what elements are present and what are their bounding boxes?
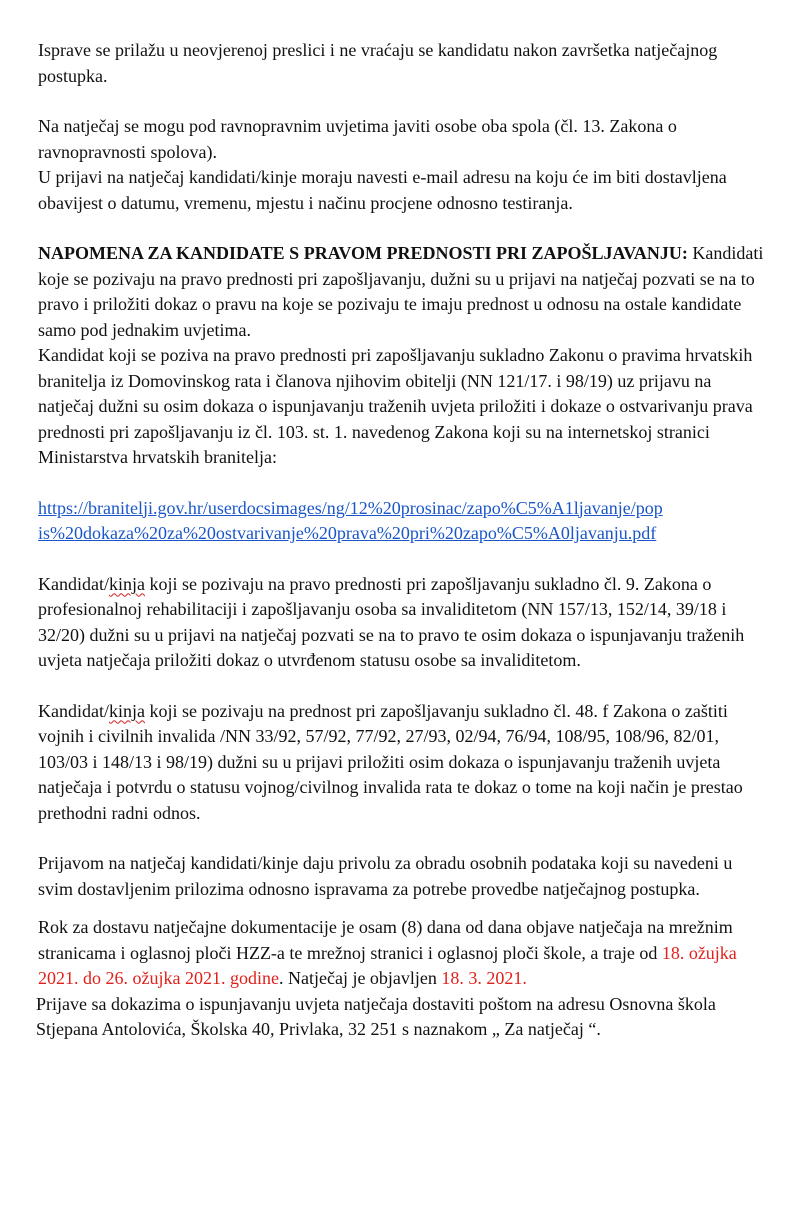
paragraph-disability-priority	[38, 572, 766, 674]
invalid-text-rest: koji se pozivaju na prednost pri zapošljavanju sukladno čl. 48. f Zakona o zaštiti vojnih i civilnih invalida /NN 33/92, 57/92, 77/92, 27/93, 02/94, 76/94, 108/95, 108/96, 82/01, 103/03 i 148/13 i 98/19) dužni su u prijavi priložiti osim dokaza o ispunjavanju traženih uvjeta natječaja i potvrdu o statusu vojnog/civilnog invalida rata te dokaz o tome na koji način je prestao prethodni radni odnos.	[38, 700, 743, 823]
ministry-link-line-2[interactable]: is%20dokaza%20za%20ostvarivanje%20prava%20pri%20zapo%C5%A0ljavanju.pdf	[38, 523, 657, 543]
paragraph-veterans-priority: Kandidat koji se poziva na pravo prednosti pri zapošljavanju sukladno Zakonu o pravima hrvatskih branitelja iz Domovinskog rata i članova njihovim obitelji (NN 121/17. i 98/19) uz prijavu na natječaj dužni su osim dokaza o ispunjavanju traženih uvjeta priložiti i dokaze o ostvarivanju prava prednosti pri zapošljavanju iz čl. 103. st. 1. navedenog Zakona koji su na internetskoj stranici Ministarstva hrvatskih branitelja:	[38, 345, 753, 467]
invalid-text-start: Kandidat/	[38, 700, 109, 721]
paragraph-priority-note	[38, 241, 766, 343]
spellcheck-word: kinja	[108, 573, 145, 594]
paragraph-email-requirement: U prijavi na natječaj kandidati/kinje moraju navesti e-mail adresu na koju će im biti dostavljena obavijest o datumu, vremenu, mjestu i načinu procjene odnosno testiranja.	[38, 167, 727, 213]
deadline-date-range: 18. ožujka 2021. do 26. ožujka 2021. godine	[38, 942, 737, 988]
spellcheck-word: kinja	[108, 700, 145, 721]
published-date: 18. 3. 2021.	[441, 968, 527, 988]
paragraph-documents-copies: Isprave se prilažu u neovjerenoj preslici i ne vraćaju se kandidatu nakon završetka natječajnog postupka.	[38, 40, 718, 86]
paragraph-invalid-priority	[38, 699, 766, 827]
disability-text-rest: koji se pozivaju na pravo prednosti pri zapošljavanju sukladno čl. 9. Zakona o profesionalnoj rehabilitaciji i zapošljavanju osoba sa invaliditetom (NN 157/13, 152/14, 39/18 i 32/20) dužni su u prijavi na natječaj pozvati se na to pravo te osim dokaza o ispunjavanju traženih uvjeta natječaja priložiti dokaz o utvrđenom statusu osobe sa invaliditetom.	[38, 573, 745, 670]
paragraph-deadline	[38, 915, 766, 992]
paragraph-submission-address: Prijave sa dokazima o ispunjavanju uvjeta natječaja dostaviti poštom na adresu Osnovna škola Stjepana Antolovića, Školska 40, Privlaka, 32 251 s naznakom „ Za natječaj “.	[36, 993, 716, 1039]
paragraph-gender-equality: Na natječaj se mogu pod ravnopravnim uvjetima javiti osobe oba spola (čl. 13. Zakona o ravnopravnosti spolova).	[38, 116, 677, 162]
deadline-text: Rok za dostavu natječajne dokumentacije je osam (8) dana od dana objave natječaja na mrežnim stranicama i oglasnoj ploči HZZ-a te mrežnoj stranici i oglasnoj ploči škole, a traje od	[38, 917, 733, 963]
ministry-link-line-1[interactable]: https://branitelji.gov.hr/userdocsimages/ng/12%20prosinac/zapo%C5%A1ljavanje/pop	[38, 497, 663, 518]
disability-text-start: Kandidat/	[38, 573, 109, 594]
priority-note-heading: NAPOMENA ZA KANDIDATE S PRAVOM PREDNOSTI PRI ZAPOŠLJAVANJU:	[38, 243, 688, 263]
ministry-link[interactable]	[38, 496, 766, 547]
priority-note-text: Kandidati koje se pozivaju na pravo prednosti pri zapošljavanju, dužni su u prijavi na natječaj pozvati se na to pravo i priložiti dokaz o pravu na koje se pozivaju te imaju prednost u odnosu na ostale kandidate samo pod jednakim uvjetima.	[38, 243, 764, 340]
published-text: . Natječaj je objavljen	[278, 968, 442, 988]
paragraph-data-consent: Prijavom na natječaj kandidati/kinje daju privolu za obradu osobnih podataka koji su navedeni u svim dostavljenim prilozima odnosno ispravama za potrebe provedbe natječajnog postupka.	[38, 853, 733, 899]
